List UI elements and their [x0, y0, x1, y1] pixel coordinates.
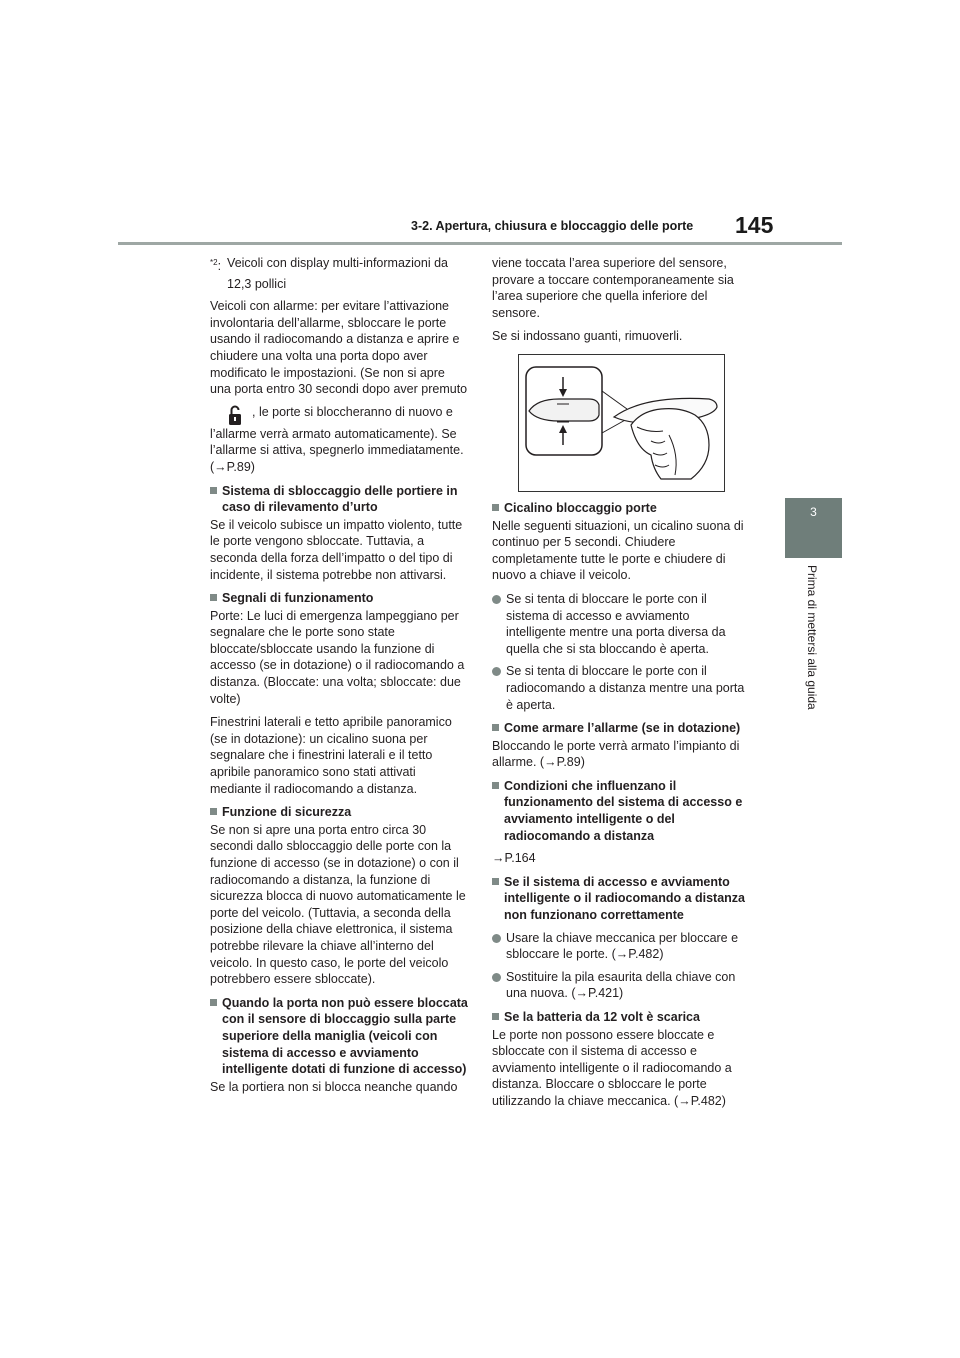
footnote-marker: $^{*2}$:: [210, 258, 222, 274]
footnote: [210, 255, 468, 292]
heading-handle-sensor: Quando la porta non può essere bloccata con il sensore di bloccaggio sulla parte superiore della maniglia (veicoli con sistema di accesso e avviamento intelligente dotati di funzione di accesso): [210, 995, 468, 1078]
paragraph-lock-buzzer: Nelle seguenti situazioni, un cicalino suona di continuo per 5 secondi. Chiudere completamente tutte le porte e chiudere di nuovo a chiave il veicolo.: [492, 518, 744, 583]
chapter-number: 3: [810, 505, 817, 519]
lock-icon: [228, 404, 242, 426]
bullet-mechanical-key: Usare la chiave meccanica per bloccare e sbloccare le porte. (→P.482): [492, 930, 749, 963]
lock-line-text: , le porte si bloccheranno di nuovo e: [252, 404, 453, 419]
paragraph-gloves: Se si indossano guanti, rimuoverli.: [492, 329, 683, 344]
paragraph-conditions: →P.164: [492, 851, 536, 866]
heading-operation-signals: Segnali di funzionamento: [210, 590, 468, 607]
heading-malfunction: Se il sistema di accesso e avviamento intelligente o il radiocomando a distanza non funzionano correttamente: [492, 874, 749, 924]
bullet-remote-door-open: Se si tenta di bloccare le porte con il radiocomando a distanza mentre una porta è aperta.: [492, 663, 749, 713]
heading-arm-alarm: Come armare l’allarme (se in dotazione): [492, 720, 749, 737]
left-column: [210, 255, 468, 1102]
paragraph-handle-sensor-cont: viene toccata l’area superiore del sensore, provare a toccare contemporaneamente sia l’area superiore che quella inferiore del sensore.: [492, 256, 734, 320]
heading-battery-discharged: Se la batteria da 12 volt è scarica: [492, 1009, 749, 1026]
alarm-paragraph-end: l’allarme verrà armato automaticamente). Se l’allarme si attiva, spegnerlo immediatamente. (→P.89): [210, 426, 464, 474]
bullet-replace-battery: Sostituire la pila esaurita della chiave con una nuova. (→P.421): [492, 969, 749, 1002]
lock-line: [210, 404, 468, 426]
heading-conditions: Condizioni che influenzano il funzionamento del sistema di accesso e avviamento intelligente o del radiocomando a distanza: [492, 778, 749, 844]
heading-security-function: Funzione di sicurezza: [210, 804, 468, 821]
chapter-label: Prima di mettersi alla guida: [805, 565, 819, 710]
door-handle-illustration: [518, 354, 725, 492]
bullet-smart-entry-door-open: Se si tenta di bloccare le porte con il sistema di accesso e avviamento intelligente mentre una porta diversa da quella che si sta bloccando è aperta.: [492, 591, 749, 657]
page-number: 145: [735, 212, 774, 238]
chapter-tab: [785, 498, 842, 558]
paragraph-handle-sensor: Se la portiera non si blocca neanche quando: [210, 1079, 458, 1094]
header-divider: [118, 242, 842, 245]
paragraph-arm-alarm: Bloccando le porte verrà armato l’impianto di allarme. (→P.89): [492, 738, 740, 770]
chapter-label-vertical: [800, 565, 824, 735]
right-column: [492, 255, 749, 1117]
paragraph-operation-signals-doors: Porte: Le luci di emergenza lampeggiano per segnalare che le porte sono state bloccate/sbloccate usando la funzione di accesso (se in dotazione) o il radiocomando a distanza. (Bloccate: una volta; sbloccate: due volte): [210, 608, 465, 706]
alarm-paragraph: Veicoli con allarme: per evitare l’attivazione involontaria dell’allarme, sbloccare le porte usando il radiocomando a distanza e aprire e chiudere una volta una porta dopo aver modificato le impostazioni. (Se non si apre una porta entro 30 secondi dopo aver premuto: [210, 299, 468, 397]
heading-lock-buzzer: Cicalino bloccaggio porte: [492, 500, 749, 517]
footnote-text: Veicoli con display multi-informazioni da 12,3 pollici: [227, 256, 448, 291]
paragraph-impact-unlock: Se il veicolo subisce un impatto violento, tutte le porte vengono sbloccate. Tuttavia, a seconda della forza dell’impatto o del tipo di incidente, il sistema potrebbe non attivarsi.: [210, 517, 463, 582]
heading-impact-unlock: Sistema di sbloccaggio delle portiere in caso di rilevamento d’urto: [210, 483, 468, 516]
paragraph-security-function: Se non si apre una porta entro circa 30 secondi dallo sbloccaggio delle porte con la funzione di accesso (se in dotazione) o con il radiocomando a distanza, la funzione di sicurezza blocca di nuovo automaticamente le porte del veicolo. (Tuttavia, a seconda della posizione della chiave elettronica, il sistema potrebbe rilevare la chiave all’interno del veicolo. In questo caso, le porte del veicolo potrebbero essere sbloccate).: [210, 822, 466, 987]
section-title: 3-2. Apertura, chiusura e bloccaggio delle porte: [411, 219, 694, 233]
paragraph-battery-discharged: Le porte non possono essere bloccate e sbloccate con il sistema di accesso e avviamento intelligente o il radiocomando a distanza. Bloccare o sbloccare le porte utilizzando la chiave meccanica. (→P.482): [492, 1027, 732, 1108]
paragraph-operation-signals-windows: Finestrini laterali e tetto apribile panoramico (se in dotazione): un cicalino suona per segnalare che i finestrini laterali e il tetto apribile panoramico sono stati attivati mediante il radiocomando a distanza.: [210, 715, 452, 796]
